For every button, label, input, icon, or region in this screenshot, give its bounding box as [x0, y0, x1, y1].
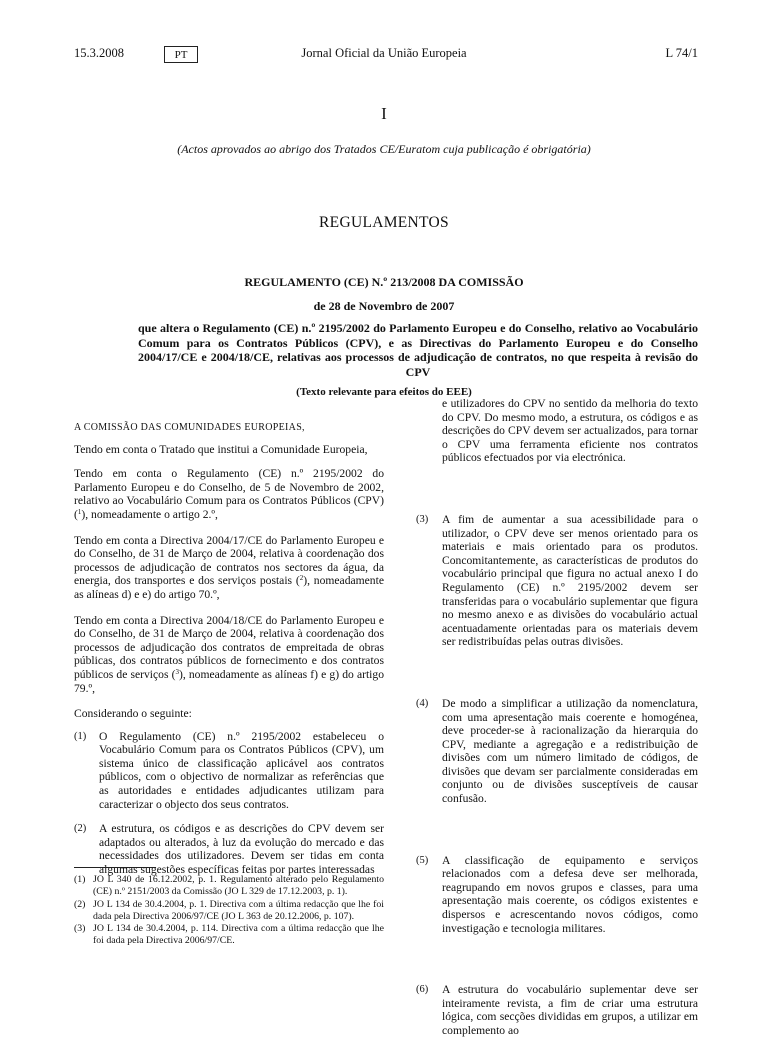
page-number: L 74/1	[665, 46, 698, 60]
considering-line: Considerando o seguinte:	[74, 707, 192, 721]
commission-line: A COMISSÃO DAS COMUNIDADES EUROPEIAS,	[74, 422, 305, 433]
recital-number: (4)	[416, 697, 429, 709]
acts-subtitle: (Actos aprovados ao abrigo dos Tratados CE/Euratom cuja publicação é obrigatória)	[177, 142, 591, 156]
citation-regulation: Tendo em conta o Regulamento (CE) n.º 2195/2002 do Parlamento Europeu e do Conselho, de 5 de Novembro de 2002, relativo ao Vocabulário Comum para os Contratos Públicos (CPV) ($^1$), nomeadamente o artigo 2.º,	[74, 467, 384, 521]
recital-2-continued: e utilizadores do CPV no sentido da melhoria do texto do CPV. Do mesmo modo, a estrutura, os códigos e as descrições do CPV devem ser actualizados, para tornar o CPV uma ferramenta eficiente nos contratos públicos efectuados por via electrónica.	[442, 397, 698, 465]
footnotes	[74, 874, 384, 948]
section-heading: REGULAMENTOS	[319, 214, 449, 231]
eee-relevance-note: (Texto relevante para efeitos do EEE)	[296, 386, 472, 398]
regulation-title: REGULAMENTO (CE) N.º 213/2008 DA COMISSÃO	[244, 275, 524, 289]
right-column	[416, 397, 698, 1038]
regulation-subject: que altera o Regulamento (CE) n.º 2195/2002 do Parlamento Europeu e do Conselho, relativo ao Vocabulário Comum para os Contratos Públicos (CPV), e as Directivas do Parlamento Europeu e do Conselho 2004/17/CE e 2004/18/CE, relativas aos processos de adjudicação de contratos, no que respeita à revisão do CPV	[138, 321, 698, 379]
citation-treaty: Tendo em conta o Tratado que institui a Comunidade Europeia,	[74, 442, 368, 456]
language-badge: PT	[164, 46, 198, 63]
recital-3: (3) A fim de aumentar a sua acessibilidade para o utilizador, o CPV deve ser menos orientado para os materiais e mais orientado para os produtos. Concomitantemente, as características de produtos do vocabulário principal que figura no actual anexo I do Regulamento (CE) n.º 2195/2002 devem ser transferidas para o vocabulário suplementar que figura no mesmo anexo e as divisões do vocabulário actual acentuadamente orientadas para os materiais devem ser redistribuídas pelas outras divisões.	[416, 512, 698, 649]
recital-6: (6) A estrutura do vocabulário suplementar deve ser inteiramente revista, a fim de criar uma estrutura lógica, com secções divididas em grupos, a utilizar em complemento ao	[416, 983, 698, 1037]
footnote-ref: 1	[77, 507, 82, 516]
recital-4: (4) De modo a simplificar a utilização da nomenclatura, com uma apresentação mais coerente e homogénea, deve proceder-se à racionalização da hierarquia do CPV, mediante a agregação e a redistribuição de divisões com um número limitado de códigos, de divisões que devam ser parcialmente consideradas em conjunto ou de divisões susceptíveis de causar confusão.	[416, 696, 698, 806]
recital-1: (1) O Regulamento (CE) n.º 2195/2002 estabeleceu o Vocabulário Comum para os Contratos Públicos (CPV), um sistema único de classificação aplicável aos contratos públicos, com o objectivo de normalizar as referências que as autoridades e entidades adjudicantes utilizam para caracterizar o objecto dos seus contratos.	[74, 729, 384, 811]
footnote-divider	[74, 867, 156, 868]
recital-2: (2) A estrutura, os códigos e as descrições do CPV devem ser adaptados ou alterados, à luz da evolução do mercado e das necessidades dos utilizadores. Devem ser tidas em conta algumas sugestões específicas feitas por partes interessadas	[74, 822, 384, 877]
recital-number: (1)	[74, 730, 87, 742]
section-roman-numeral: I	[381, 104, 387, 123]
recital-5: (5) A classificação de equipamento e serviços relacionados com a defesa deve ser melhorada, reagrupando em novos grupos e classes, para uma apresentação mais coerente, os códigos existentes e dispersos e acrescentando novos códigos, como investigação e tecnologia militares.	[416, 853, 698, 935]
footnote-ref: 2	[299, 574, 304, 583]
recital-number: (2)	[74, 823, 87, 835]
footnote-2: (2) JO L 134 de 30.4.2004, p. 1. Directiva com a última redacção que lhe foi dada pela Directiva 2006/97/CE (JO L 363 de 20.12.2006, p. 107).	[74, 898, 384, 922]
header-date: 15.3.2008	[74, 46, 124, 60]
citation-directive-2004-18: Tendo em conta a Directiva 2004/18/CE do Parlamento Europeu e do Conselho, de 31 de Março de 2004, relativa à coordenação dos processos de adjudicação dos contratos de empreitada de obras públicas, dos contratos públicos de fornecimento e dos contratos públicos de serviços ($^3$), nomeadamente as alíneas f) e g) do artigo 79.º,	[74, 613, 384, 695]
journal-title: Jornal Oficial da União Europeia	[301, 46, 467, 60]
citation-directive-2004-17: Tendo em conta a Directiva 2004/17/CE do Parlamento Europeu e do Conselho, de 31 de Março de 2004, relativa à coordenação dos processos de adjudicação de contratos nos sectores da água, da energia, dos transportes e dos serviços postais ($^2$), nomeadamente as alíneas d) e e) do artigo 70.º,	[74, 533, 384, 601]
recital-number: (6)	[416, 984, 429, 996]
left-column	[74, 421, 384, 877]
recital-number: (5)	[416, 854, 429, 866]
regulation-date: de 28 de Novembro de 2007	[313, 299, 455, 313]
footnote-ref: 3	[175, 667, 179, 676]
footnote-1: (1) JO L 340 de 16.12.2002, p. 1. Regulamento alterado pelo Regulamento (CE) n.º 2151/2003 da Comissão (JO L 329 de 17.12.2003, p. 1).	[74, 874, 384, 898]
footnote-3: (3) JO L 134 de 30.4.2004, p. 114. Directiva com a última redacção que lhe foi dada pela Directiva 2006/97/CE.	[74, 923, 384, 947]
recital-number: (3)	[416, 513, 429, 525]
